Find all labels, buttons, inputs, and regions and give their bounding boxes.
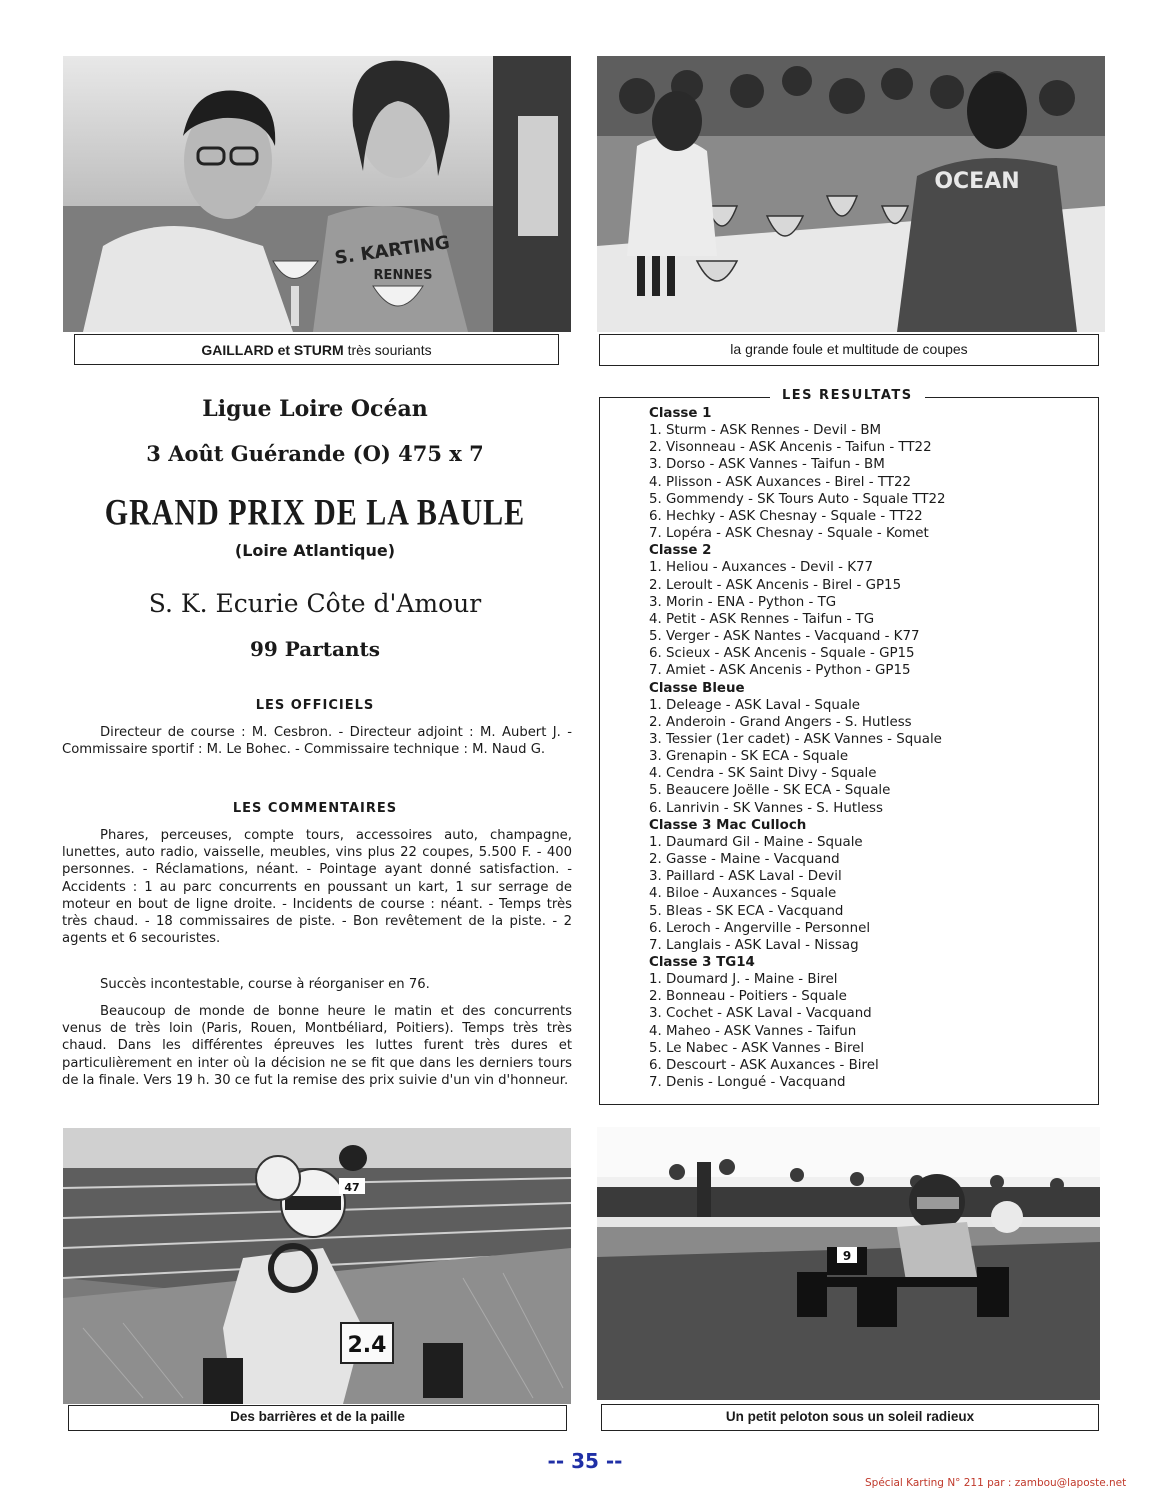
caption-bottom-right-text: Un petit peloton sous un soleil radieux <box>725 1409 975 1424</box>
race-region: (Loire Atlantique) <box>234 541 396 560</box>
caption-bottom-right <box>601 1404 1099 1431</box>
results-row: 1. Doumard J. - Maine - Birel <box>649 972 838 988</box>
results-row: 7. Denis - Longué - Vacquand <box>649 1075 846 1091</box>
caption-top-left <box>74 334 559 365</box>
results-row: 2. Anderoin - Grand Angers - S. Hutless <box>649 714 912 730</box>
results-row: 2. Visonneau - ASK Ancenis - Taifun - TT22 <box>649 440 932 456</box>
caption-top-right <box>599 334 1099 366</box>
results-row: 7. Amiet - ASK Ancenis - Python - GP15 <box>649 663 911 679</box>
results-row: 6. Leroch - Angerville - Personnel <box>649 920 871 936</box>
results-row: 1. Daumard Gil - Maine - Squale <box>649 834 863 850</box>
results-row: 5. Beaucere Joëlle - SK ECA - Squale <box>649 783 891 799</box>
results-row: 6. Scieux - ASK Ancenis - Squale - GP15 <box>649 646 915 662</box>
jacket-text-ocean: OCEAN <box>934 169 1020 194</box>
shirt-text-karting: S. KARTING <box>333 232 452 270</box>
results-row: 1. Deleage - ASK Laval - Squale <box>649 697 861 713</box>
league-name: Ligue Loire Océan <box>202 396 428 422</box>
results-row: 3. Cochet - ASK Laval - Vacquand <box>649 1006 872 1022</box>
results-list <box>649 405 1089 1091</box>
race-date-location: 3 Août Guérande (O) 475 x 7 <box>146 441 484 466</box>
kart-number-47: 47 <box>344 1181 360 1194</box>
results-row: 3. Dorso - ASK Vannes - Taifun - BM <box>649 457 885 473</box>
results-row: 6. Descourt - ASK Auxances - Birel <box>649 1057 879 1073</box>
results-row: 5. Le Nabec - ASK Vannes - Birel <box>649 1040 865 1056</box>
results-row: 1. Sturm - ASK Rennes - Devil - BM <box>649 423 882 439</box>
results-row: 3. Morin - ENA - Python - TG <box>649 594 837 610</box>
page-number: -- 35 -- <box>547 1449 623 1473</box>
results-row: 2. Gasse - Maine - Vacquand <box>649 852 840 868</box>
results-row: 4. Cendra - SK Saint Divy - Squale <box>649 766 877 782</box>
caption-bottom-left-text: Des barrières et de la paille <box>230 1409 405 1424</box>
results-row: 5. Verger - ASK Nantes - Vacquand - K77 <box>649 629 920 645</box>
results-row: 5. Gommendy - SK Tours Auto - Squale TT22 <box>649 491 946 507</box>
kart-number-24: 2.4 <box>347 1333 387 1358</box>
commentaires-paragraph-3: Beaucoup de monde de bonne heure le matin et des concurrents venus de très loin (Paris, Rouen, Montbéliard, Poitiers). Temps très très chaud. Dans les différentes épreuves les luttes furent très dures et particulièrement en inter où la décision ne se fit que dans les derniers tours de la finale. Vers 19 h. 30 ce fut la remise des prix suivie d'un vin d'honneur. <box>62 1004 572 1088</box>
results-class-heading: Classe 3 Mac Culloch <box>649 817 807 833</box>
photo-small-peloton <box>597 1127 1100 1400</box>
photo-trophy-table <box>597 56 1105 332</box>
officiels-text: Directeur de course : M. Cesbron. - Directeur adjoint : M. Aubert J. - Commissaire sportif : M. Le Bohec. - Commissaire technique : M. Naud G. <box>62 725 572 758</box>
organizing-club: S. K. Ecurie Côte d'Amour <box>148 589 482 618</box>
commentaires-paragraph-1: Phares, perceuses, compte tours, accessoires auto, champagne, lunettes, auto radio, vaisselle, meubles, vins plus 22 coupes, 5.500 F. - 400 personnes. - Réclamations, néant. - Pointage ayant donné satisfaction. - Accidents : 1 au parc concurrents en poussant un kart, 1 sur serrage de moteur en bout de ligne droite. - Incidents de course : néant. - Temps très très chaud. - 18 commissaires de piste. - Bon revêtement de la piste. - 2 agents et 6 secouristes. <box>62 828 572 947</box>
caption-top-left-rest: très souriants <box>347 342 432 358</box>
credit-line: Spécial Karting N° 211 par : zambou@laposte.net <box>865 1477 1127 1489</box>
results-class-heading: Classe 1 <box>649 406 712 421</box>
caption-top-right-text: la grande foule et multitude de coupes <box>730 341 968 357</box>
results-row: 7. Lopéra - ASK Chesnay - Squale - Komet <box>649 526 929 542</box>
results-row: 3. Paillard - ASK Laval - Devil <box>649 869 842 885</box>
results-class-heading: Classe Bleue <box>649 680 745 696</box>
results-row: 5. Bleas - SK ECA - Vacquand <box>649 903 844 919</box>
kart-number-9: 9 <box>842 1249 852 1263</box>
results-row: 4. Maheo - ASK Vannes - Taifun <box>649 1023 857 1039</box>
results-row: 2. Leroult - ASK Ancenis - Birel - GP15 <box>649 577 902 593</box>
results-class-heading: Classe 3 TG14 <box>649 955 755 970</box>
results-row: 4. Petit - ASK Rennes - Taifun - TG <box>649 611 875 627</box>
results-row: 6. Lanrivin - SK Vannes - S. Hutless <box>649 800 884 816</box>
photo-barriers-straw <box>63 1128 571 1404</box>
photo-gaillard-sturm <box>63 56 571 332</box>
officiels-heading: LES OFFICIELS <box>255 698 375 713</box>
caption-bottom-left <box>68 1405 567 1431</box>
results-heading: LES RESULTATS <box>770 388 925 403</box>
results-class-heading: Classe 2 <box>649 543 712 559</box>
commentaires-paragraph-2: Succès incontestable, course à réorganiser en 76. <box>100 977 430 992</box>
starters-count: 99 Partants <box>249 637 381 661</box>
results-row: 4. Plisson - ASK Auxances - Birel - TT22 <box>649 474 911 490</box>
results-row: 3. Grenapin - SK ECA - Squale <box>649 749 849 765</box>
results-row: 7. Langlais - ASK Laval - Nissag <box>649 937 859 953</box>
caption-top-left-names: GAILLARD et STURM <box>201 342 344 358</box>
race-title: GRAND PRIX DE LA BAULE <box>104 492 526 534</box>
results-row: 1. Heliou - Auxances - Devil - K77 <box>649 560 874 576</box>
results-row: 3. Tessier (1er cadet) - ASK Vannes - Squale <box>649 731 942 747</box>
results-row: 2. Bonneau - Poitiers - Squale <box>649 989 847 1005</box>
shirt-text-rennes: RENNES <box>373 268 433 283</box>
results-row: 6. Hechky - ASK Chesnay - Squale - TT22 <box>649 508 923 524</box>
results-row: 4. Biloe - Auxances - Squale <box>649 886 837 902</box>
commentaires-heading: LES COMMENTAIRES <box>232 801 398 816</box>
